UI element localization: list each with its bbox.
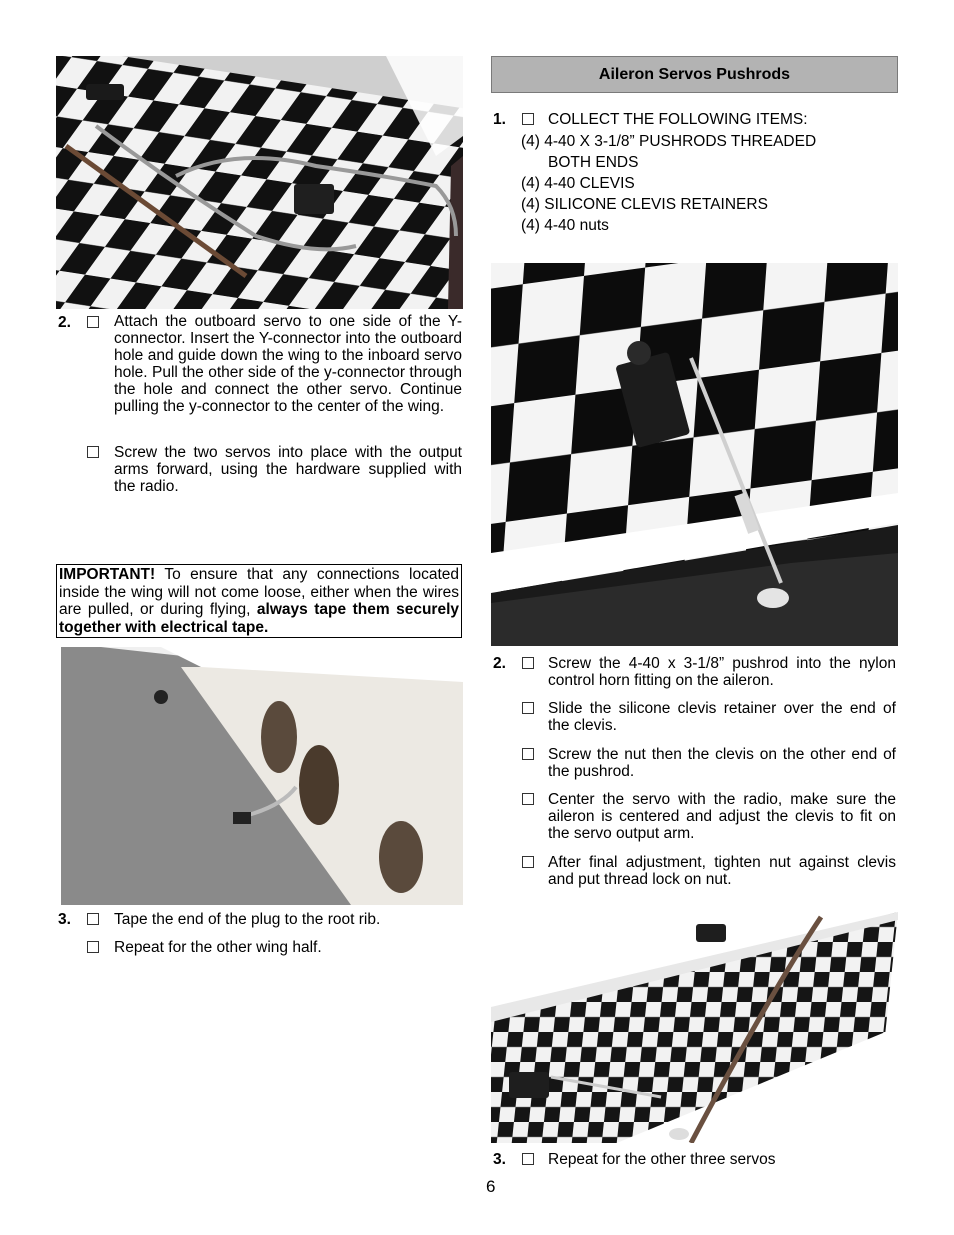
left-step3-text: Tape the end of the plug to the root rib. [114,911,381,928]
left-step3-text-2: Repeat for the other wing half. [114,939,322,956]
right-step2-text: Screw the 4-40 x 3-1/8” pushrod into the nylon control horn fitting on the aileron. [548,655,896,689]
right-step3-number: 3. [493,1151,506,1168]
right-step2-number: 2. [493,655,506,672]
left-step2-text: Attach the outboard servo to one side of the Y-connector. Insert the Y-connector into the outboard hole and guide down the wing to the inboard servo hole. Pull the other side of the y-connector through the hole and connect the other servo. Continue pulling the y-connector to the center of the wing. [114,313,462,415]
checkbox[interactable] [522,856,534,868]
step1-item: (4) 4-40 CLEVIS [521,175,635,192]
important-note [56,564,462,638]
important-emphasis: always tape them securely together with electrical tape. [59,601,460,636]
page-number: 6 [486,1177,496,1196]
right-step1-number: 1. [493,111,506,128]
step1-item: (4) 4-40 nuts [521,217,609,234]
checkbox[interactable] [522,657,534,669]
checkbox[interactable] [522,793,534,805]
right-step2-text: After final adjustment, tighten nut against clevis and put thread lock on nut. [548,854,896,888]
step1-item: (4) 4-40 X 3-1/8” PUSHRODS THREADED [521,133,817,150]
checkbox[interactable] [87,913,99,925]
checkbox[interactable] [522,1153,534,1165]
left-step2-text-2: Screw the two servos into place with the output arms forward, using the hardware supplied with the radio. [114,444,462,495]
right-step3-text: Repeat for the other three servos [548,1151,776,1168]
important-text: To ensure that any connections located inside the wing will not come loose, either when the wires are pulled, or during flying, [59,566,459,618]
right-step2-text: Center the servo with the radio, make sure the aileron is centered and adjust the clevis to fit on the servo output arm. [548,791,896,842]
checkbox[interactable] [522,113,534,125]
photo-servo-pushrod [491,263,898,646]
checkbox[interactable] [522,702,534,714]
left-step3-number: 3. [58,911,71,928]
left-step2-number: 2. [58,314,71,331]
important-label: IMPORTANT! [59,566,156,583]
step1-heading: COLLECT THE FOLLOWING ITEMS: [548,111,808,128]
step1-item: (4) SILICONE CLEVIS RETAINERS [521,196,768,213]
photo-full-wing [491,912,898,1143]
checkbox[interactable] [87,316,99,328]
step1-item: BOTH ENDS [548,154,639,171]
right-step2-text: Slide the silicone clevis retainer over the end of the clevis. [548,700,896,734]
photo-y-connector-wing [56,56,463,309]
right-step2-text: Screw the nut then the clevis on the other end of the pushrod. [548,746,896,780]
checkbox[interactable] [87,446,99,458]
section-title: Aileron Servos Pushrods [491,56,898,93]
checkbox[interactable] [87,941,99,953]
photo-root-rib [61,647,463,905]
checkbox[interactable] [522,748,534,760]
